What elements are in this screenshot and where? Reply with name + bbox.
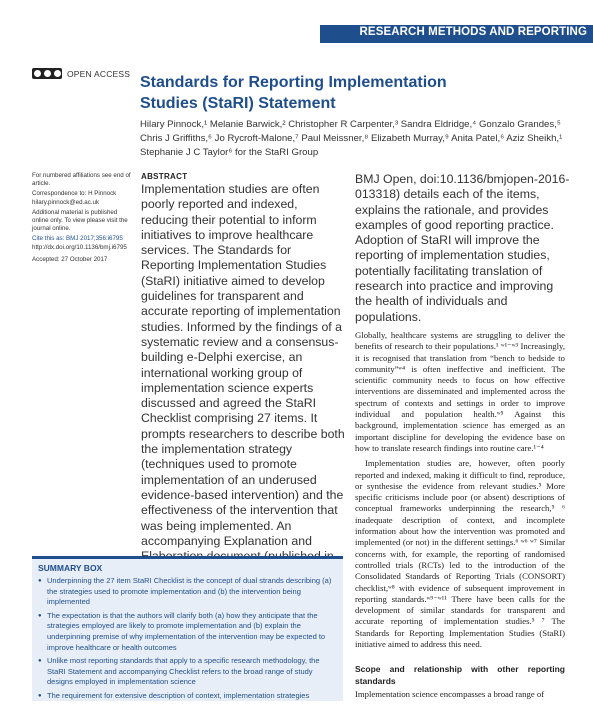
cc-by-nc-icon [32,68,62,79]
cite-as: Cite this as: BMJ 2017;356:i6795 [32,235,123,243]
section-label: RESEARCH METHODS AND REPORTING [359,26,587,38]
section-banner [320,25,593,43]
author-list: Hilary Pinnock,¹ Melanie Barwick,² Christopher R Carpenter,³ Sandra Eldridge,⁴ Gonzalo Grandes,⁵ Chris J Griffiths,⁶ Jo Rycroft-Malone,⁷ Paul Meissner,⁸ Elizabeth Murray,⁹ Anita Patel,⁶ Aziz Sheikh,¹ Stephanie J C Taylor⁶ for the StaRI Group [140,119,563,158]
article-meta-sidebar [32,172,134,266]
article-title: Standards for Reporting Implementation Studies (StaRI) Statement [140,74,447,112]
open-access-label: OPEN ACCESS [67,68,131,79]
abstract-column-2: BMJ Open, doi:10.1136/bmjopen-2016-013318) details each of the items, explains the rationale, and provides examples of good reporting practice. Adoption of StaRI will improve the reporting of implementation studies, potentially facilitating translation of research into practice and improving the health of individuals and populations. [355,172,570,324]
accepted-date: Accepted: 27 October 2017 [32,255,108,263]
summary-item: ● The expectation is that the authors will clarify both (a) how they anticipate that the strategies employed are likely to promote implementation and (b) explain the underpinning premise of why implementation of the intervention may be expected to improve healthcare or health outcomes [38,611,338,653]
body-text-column [355,330,565,704]
body-paragraph: Implementation studies are, however, often poorly reported and indexed, making it difficult to find, reproduce, or synthesise the evidence from relevant studies.⁵ More specific criticisms include poor (or absent) descriptions of conceptual frameworks underpinning the research,⁵ ⁶ inadequate description of context, and incomplete information about how the intervention was promoted and implemented (or not) in the different settings.⁶ ʷ⁶ ʷ⁷ Similar concerns with, for example, the reporting of randomised controlled trials (RCTs) led to the introduction of the Consolidated Standards of Reporting Trials (CONSORT) checklist,ʷ⁸ with evidence of subsequent improvement in reporting standards.ʷ⁹⁻ʷ¹¹ There have been calls for the development of similar standards for transparent and accurate reporting of implementation studies.⁵ ⁷ The Standards for Reporting Implementation Studies (StaRI) initiative aimed to address this need. [355,458,565,650]
summary-item: ● Underpinning the 27 item StaRI Checklist is the concept of dual strands describing (a) the strategies used to promote implementation and (b) the intervention being implemented [38,576,338,608]
summary-list [38,576,338,701]
section-subheading: Scope and relationship with other reporting standards [355,664,565,686]
open-access-badge [32,68,130,79]
body-paragraph: Implementation science encompasses a broad range of [355,688,545,699]
summary-item: ● The requirement for extensive description of context, implementation strategies [38,691,338,701]
body-paragraph: Globally, healthcare systems are struggling to deliver the benefits of research to their populations.¹ ʷ¹⁻ʷ³ Increasingly, it is recognised that translation from “bench to bedside to community”ʷ⁴ is often ineffective and inefficient. The scientific community needs to focus on how effective interventions are disseminated and implemented across the spectrum of contexts and settings in order to improve individual and population health.ʷ⁵ Against this background, implementation science has emerged as an important discipline for developing the evidence base on how to translate research findings into routine care.¹⁻⁴ [355,330,565,453]
summary-box-heading: SUMMARY BOX [38,563,103,573]
correspondence-email[interactable]: hilary.pinnock@ed.ac.uk [32,198,100,206]
doi-link[interactable]: http://dx.doi.org/10.1136/bmj.i6795 [32,243,127,251]
abstract-column-1: Implementation studies are often poorly reported and indexed, reducing their potential to inform initiatives to improve healthcare services. The Standards for Reporting Implementation Studies (StaRI) initiative aimed to develop guidelines for transparent and accurate reporting of implementation studies. Informed by the findings of a systematic review and a consensus-building e-Delphi exercise, an international working group of implementation science experts discussed and agreed the StaRI Checklist comprising 27 items. It prompts researchers to describe both the implementation strategy (techniques used to promote implementation of an underused evidence-based intervention) and the effectiveness of the intervention that was being implemented. An accompanying Explanation and [141,182,345,548]
additional-material-note: Additional material is published online only. To view please visit the journal online. [32,208,128,233]
abstract-heading: ABSTRACT [141,172,188,181]
summary-item: ● Unlike most reporting standards that apply to a specific research methodology, the StaRI Statement and accompanying Checklist refers to the broad range of study designs employed in implementation science [38,656,338,688]
affiliations-note: For numbered affiliations see end of article. [32,172,131,188]
summary-box [32,556,343,701]
correspondence-label: Correspondence to: H Pinnock [32,190,117,198]
summary-box-top-rule [32,556,343,559]
